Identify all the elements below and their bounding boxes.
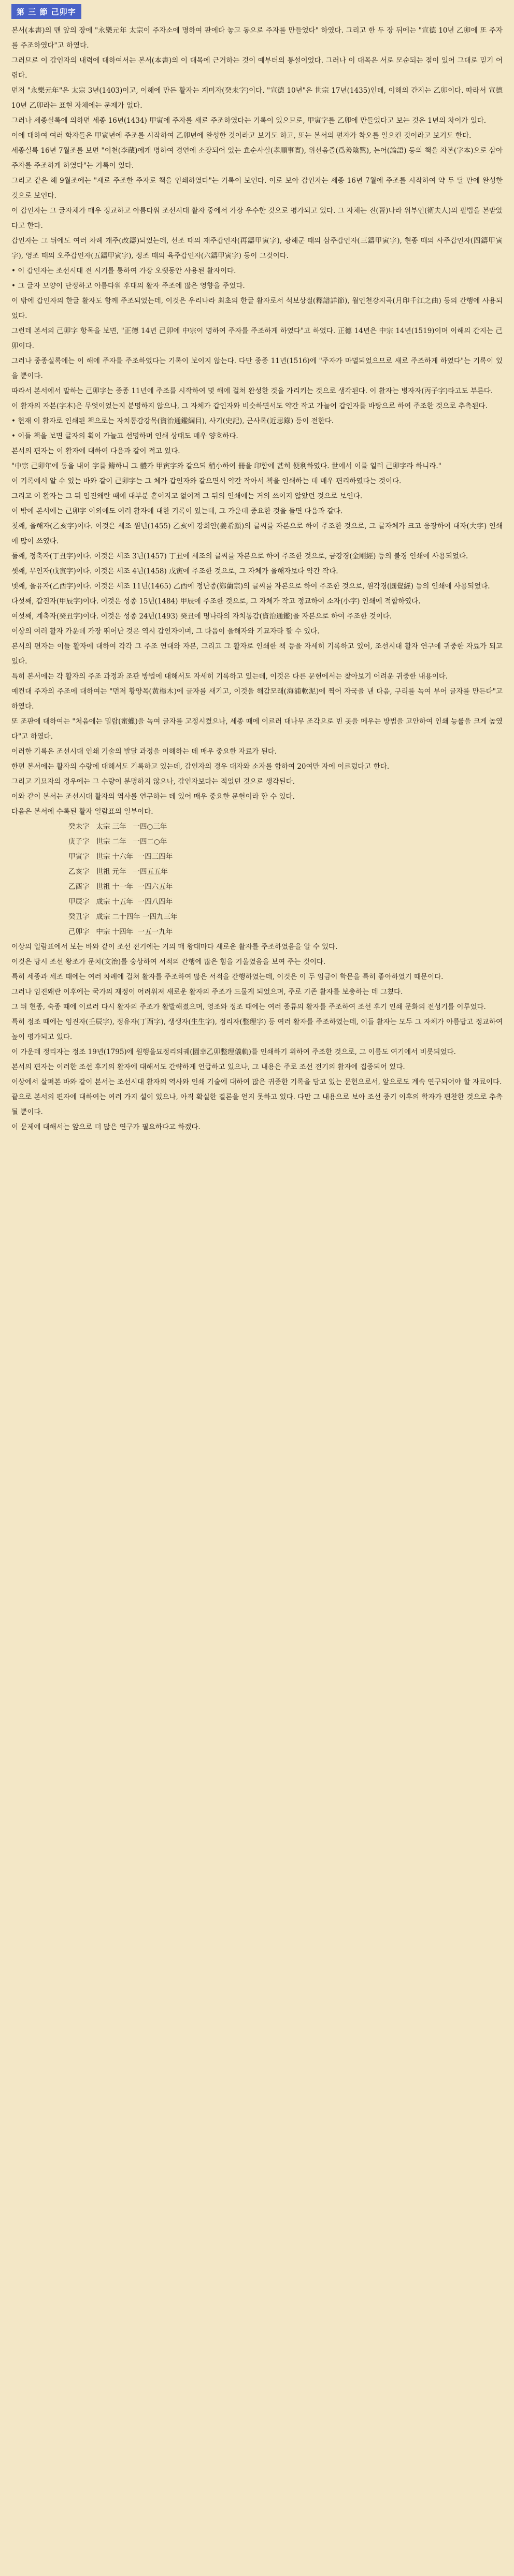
paragraph: 다섯째, 갑진자(甲辰字)이다. 이것은 성종 15년(1484) 甲辰에 주조한 것으로, 그 자체가 작고 정교하여 소자(小字) 인쇄에 적합하였다. bbox=[11, 597, 421, 606]
paragraph: 특히 세종과 세조 때에는 여러 차례에 걸쳐 활자를 주조하여 많은 서적을 간행하였는데, 이것은 이 두 임금이 학문을 특히 좋아하였기 때문이다. bbox=[11, 973, 444, 981]
paragraph: 그리고 같은 해 9월조에는 "새로 주조한 주자로 책을 인쇄하였다"는 기록이 보인다. 이로 보아 갑인자는 세종 16년 7월에 주조를 시작하여 약 두 달 만에 완성한 것으로 보인다. bbox=[11, 177, 503, 200]
paragraph: 그러나 세종실록에 의하면 세종 16년(1434) 甲寅에 주자를 새로 주조하였다는 기록이 있으므로, 甲寅字를 乙卯에 만들었다고 보는 것은 1년의 차이가 있다. bbox=[11, 117, 487, 125]
paragraph: 이 갑인자는 그 글자체가 매우 정교하고 아름다워 조선시대 활자 중에서 가장 우수한 것으로 평가되고 있다. 그 자체는 진(晉)나라 위부인(衛夫人)의 필법을 본받았다고 한다. bbox=[11, 207, 503, 230]
paragraph: 세종실록 16년 7월조를 보면 "이천(李蕆)에게 명하여 경연에 소장되어 있는 효순사실(孝順事實), 위선음즐(爲善陰騭), 논어(論語) 등의 책을 자본(字本)으로 삼아 주자를 주조하게 하였다"는 기록이 있다. bbox=[11, 147, 503, 170]
paragraph: 이상의 여러 활자 가운데 가장 뛰어난 것은 역시 갑인자이며, 그 다음이 을해자와 기묘자라 할 수 있다. bbox=[11, 627, 320, 636]
paragraph: 이에 대하여 여러 학자들은 甲寅년에 주조를 시작하여 乙卯년에 완성한 것이라고 보기도 하고, 또는 본서의 편자가 착오를 일으킨 것이라고 보기도 한다. bbox=[11, 132, 472, 140]
paragraph: 이와 같이 본서는 조선시대 활자의 역사를 연구하는 데 있어 매우 중요한 문헌이라 할 수 있다. bbox=[11, 793, 295, 801]
paragraph: 먼저 "永樂元年"은 太宗 3년(1403)이고, 이해에 만든 활자는 계미자(癸未字)이다. "宣德 10년"은 世宗 17년(1435)인데, 이해의 간지는 乙卯이다. 따라서 宣德 10년 乙卯라는 표현 자체에는 문제가 없다. bbox=[11, 87, 503, 110]
paragraph: 첫째, 을해자(乙亥字)이다. 이것은 세조 원년(1455) 乙亥에 강희안(姜希顔)의 글씨를 자본으로 하여 주조한 것으로, 그 글자체가 크고 웅장하여 대자(大字) 인쇄에 많이 쓰였다. bbox=[11, 522, 503, 545]
paragraph: 이 밖에 본서에는 己卯字 이외에도 여러 활자에 대한 기록이 있는데, 그 가운데 중요한 것을 들면 다음과 같다. bbox=[11, 507, 343, 515]
paragraph: 이 기록에서 알 수 있는 바와 같이 己卯字는 그 체가 갑인자와 같으면서 약간 작아서 책을 인쇄하는 데 매우 편리하였다는 것이다. bbox=[11, 477, 402, 485]
paragraph: 이 가운데 정리자는 정조 19년(1795)에 원행을묘정리의궤(園幸乙卯整理儀軌)를 인쇄하기 위하여 주조한 것으로, 그 이름도 여기에서 비롯되었다. bbox=[11, 1048, 456, 1056]
paragraph: 그런데 본서의 己卯字 항목을 보면, "正德 14년 己卯에 中宗이 명하여 주자를 주조하게 하였다"고 하였다. 正德 14년은 中宗 14년(1519)이며 이해의 간지는 己卯이다. bbox=[11, 327, 503, 350]
table-line: 庚子字 世宗 二年 一四二○年 bbox=[68, 838, 167, 846]
paragraph: 여섯째, 계축자(癸丑字)이다. 이것은 성종 24년(1493) 癸丑에 명나라의 자치통감(資治通鑑)을 자본으로 하여 주조한 것이다. bbox=[11, 612, 392, 621]
paragraph: 그러므로 이 갑인자의 내력에 대하여서는 본서(本書)의 이 대목에 근거하는 것이 예부터의 통설이었다. 그러나 이 대목은 서로 모순되는 점이 있어 그대로 믿기 어렵다. bbox=[11, 56, 503, 80]
table-line: 乙酉字 世祖 十一年 一四六五年 bbox=[68, 883, 173, 891]
paragraph: 그리고 기묘자의 경우에는 그 수량이 분명하지 않으나, 갑인자보다는 적었던 것으로 생각된다. bbox=[11, 778, 295, 786]
paragraph: 특히 본서에는 각 활자의 주조 과정과 조판 방법에 대해서도 자세히 기록하고 있는데, 이것은 다른 문헌에서는 찾아보기 어려운 귀중한 내용이다. bbox=[11, 672, 448, 681]
table-line: 乙亥字 世祖 元年 一四五五年 bbox=[68, 868, 168, 876]
paragraph: "中宗 己卯年에 동을 내어 字를 鑄하니 그 體가 甲寅字와 같으되 稍小하여 冊을 印함에 甚히 便利하였다. 世에서 이를 일러 己卯字라 하니라." bbox=[11, 462, 441, 470]
paragraph: 그러나 임진왜란 이후에는 국가의 재정이 어려워져 새로운 활자의 주조가 드물게 되었으며, 주로 기존 활자를 보충하는 데 그쳤다. bbox=[11, 988, 403, 996]
paragraph: 끝으로 본서의 편자에 대하여는 여러 가지 설이 있으나, 아직 확실한 결론을 얻지 못하고 있다. 다만 그 내용으로 보아 조선 중기 이후의 학자가 편찬한 것으로 추측될 뿐이다. bbox=[11, 1093, 503, 1116]
table-line: 己卯字 中宗 十四年 一五一九年 bbox=[68, 928, 173, 936]
table-line: 甲辰字 成宗 十五年 一四八四年 bbox=[68, 898, 173, 906]
paragraph: 이것은 당시 조선 왕조가 문치(文治)를 숭상하여 서적의 간행에 많은 힘을 기울였음을 보여 주는 것이다. bbox=[11, 958, 326, 966]
paragraph: 이상에서 살펴본 바와 같이 본서는 조선시대 활자의 역사와 인쇄 기술에 대하여 많은 귀중한 기록을 담고 있는 문헌으로서, 앞으로도 계속 연구되어야 할 자료이다. bbox=[11, 1078, 502, 1086]
paragraph: • 그 글자 모양이 단정하고 아름다워 후대의 활자 주조에 많은 영향을 주었다. bbox=[11, 282, 245, 290]
paragraph: 이러한 기록은 조선시대 인쇄 기술의 발달 과정을 이해하는 데 매우 중요한 자료가 된다. bbox=[11, 747, 277, 756]
paragraph: 본서의 편자는 이 활자에 대하여 다음과 같이 적고 있다. bbox=[11, 447, 180, 455]
paragraph: 그러나 중종실록에는 이 해에 주자를 주조하였다는 기록이 보이지 않는다. 다만 중종 11년(1516)에 "주자가 마멸되었으므로 새로 주조하게 하였다"는 기록이 있을 뿐이다. bbox=[11, 357, 503, 380]
paragraph: 그리고 이 활자는 그 뒤 임진왜란 때에 대부분 흩어지고 없어져 그 뒤의 인쇄에는 거의 쓰이지 않았던 것으로 보인다. bbox=[11, 492, 363, 500]
body-text bbox=[11, 23, 503, 1135]
table-line: 癸丑字 成宗 二十四年 一四九三年 bbox=[68, 913, 178, 921]
paragraph: • 이들 책을 보면 글자의 획이 가늘고 선명하며 인쇄 상태도 매우 양호하다. bbox=[11, 432, 238, 440]
paragraph: 셋째, 무인자(戊寅字)이다. 이것은 세조 4년(1458) 戊寅에 주조한 것으로, 그 자체가 을해자보다 약간 작다. bbox=[11, 567, 338, 575]
paragraph: 이상의 일람표에서 보는 바와 같이 조선 전기에는 거의 매 왕대마다 새로운 활자를 주조하였음을 알 수 있다. bbox=[11, 943, 338, 951]
paragraph: • 현재 이 활자로 인쇄된 책으로는 자치통감강목(資治通鑑綱目), 사기(史記), 근사록(近思錄) 등이 전한다. bbox=[11, 417, 334, 425]
paragraph: 본서(本書)의 맨 앞의 장에 "永樂元年 太宗이 주자소에 명하여 판에다 놓고 동으로 주자를 만들었다" 하였다. 그리고 한 두 장 뒤에는 "宣德 10년 乙卯에 또 주자를 주조하였다"고 하였다. bbox=[11, 26, 503, 50]
chapter-title: 第 三 節 己卯字 bbox=[11, 4, 81, 19]
paragraph: 본서의 편자는 이러한 조선 후기의 활자에 대해서도 간략하게 언급하고 있으나, 그 내용은 주로 조선 전기의 활자에 집중되어 있다. bbox=[11, 1063, 405, 1071]
paragraph: 한편 본서에는 활자의 수량에 대해서도 기록하고 있는데, 갑인자의 경우 대자와 소자를 합하여 20여만 자에 이르렀다고 한다. bbox=[11, 762, 390, 771]
paragraph: 또 조판에 대하여는 "처음에는 밀랍(蜜蠟)을 녹여 글자를 고정시켰으나, 세종 때에 이르러 대나무 조각으로 빈 곳을 메우는 방법을 고안하여 인쇄 능률을 크게 높였다"고 하였다. bbox=[11, 717, 503, 741]
paragraph: 본서의 편자는 이들 활자에 대하여 각각 그 주조 연대와 자본, 그리고 그 활자로 인쇄한 책 등을 자세히 기록하고 있어, 조선시대 활자 연구에 귀중한 자료가 되고 있다. bbox=[11, 642, 503, 666]
paragraph: 이 문제에 대해서는 앞으로 더 많은 연구가 필요하다고 하겠다. bbox=[11, 1123, 201, 1131]
paragraph: 따라서 본서에서 말하는 己卯字는 중종 11년에 주조를 시작하여 몇 해에 걸쳐 완성한 것을 가리키는 것으로 생각된다. 이 활자는 병자자(丙子字)라고도 부른다. bbox=[11, 387, 493, 395]
paragraph: 둘째, 정축자(丁丑字)이다. 이것은 세조 3년(1457) 丁丑에 세조의 글씨를 자본으로 하여 주조한 것으로, 금강경(金剛經) 등의 불경 인쇄에 사용되었다. bbox=[11, 552, 468, 560]
paragraph: 예컨대 주자의 주조에 대하여는 "먼저 황양목(黃楊木)에 글자를 새기고, 이것을 해감모래(海浦軟泥)에 찍어 자국을 낸 다음, 구리를 녹여 부어 글자를 만든다"고 하였다. bbox=[11, 687, 503, 711]
paragraph: • 이 갑인자는 조선시대 전 시기를 통하여 가장 오랫동안 사용된 활자이다. bbox=[11, 267, 236, 275]
paragraph: 이 활자의 자본(字本)은 무엇이었는지 분명하지 않으나, 그 자체가 갑인자와 비슷하면서도 약간 작고 가늘어 갑인자를 바탕으로 하여 주조한 것으로 추측된다. bbox=[11, 402, 488, 410]
paragraph: 넷째, 을유자(乙酉字)이다. 이것은 세조 11년(1465) 乙酉에 정난종(鄭蘭宗)의 글씨를 자본으로 하여 주조한 것으로, 원각경(圓覺經) 등의 인쇄에 사용되었다. bbox=[11, 582, 490, 591]
paragraph: 특히 정조 때에는 임진자(壬辰字), 정유자(丁酉字), 생생자(生生字), 정리자(整理字) 등 여러 활자를 주조하였는데, 이들 활자는 모두 그 자체가 아름답고 정교하여 높이 평가되고 있다. bbox=[11, 1018, 503, 1041]
paragraph: 갑인자는 그 뒤에도 여러 차례 개주(改鑄)되었는데, 선조 때의 재주갑인자(再鑄甲寅字), 광해군 때의 삼주갑인자(三鑄甲寅字), 현종 때의 사주갑인자(四鑄甲寅字), 영조 때의 오주갑인자(五鑄甲寅字), 정조 때의 육주갑인자(六鑄甲寅字) 등이 그것이다. bbox=[11, 237, 503, 260]
table-line: 甲寅字 世宗 十六年 一四三四年 bbox=[68, 853, 173, 861]
paragraph: 이 밖에 갑인자의 한글 활자도 함께 주조되었는데, 이것은 우리나라 최초의 한글 활자로서 석보상절(釋譜詳節), 월인천강지곡(月印千江之曲) 등의 간행에 사용되었다. bbox=[11, 297, 503, 320]
paragraph: 그 뒤 현종, 숙종 때에 이르러 다시 활자의 주조가 활발해졌으며, 영조와 정조 때에는 여러 종류의 활자를 주조하여 조선 후기 인쇄 문화의 전성기를 이루었다. bbox=[11, 1003, 486, 1011]
table-line: 癸未字 太宗 三年 一四○三年 bbox=[68, 823, 167, 831]
paragraph: 다음은 본서에 수록된 활자 일람표의 일부이다. bbox=[11, 808, 153, 816]
